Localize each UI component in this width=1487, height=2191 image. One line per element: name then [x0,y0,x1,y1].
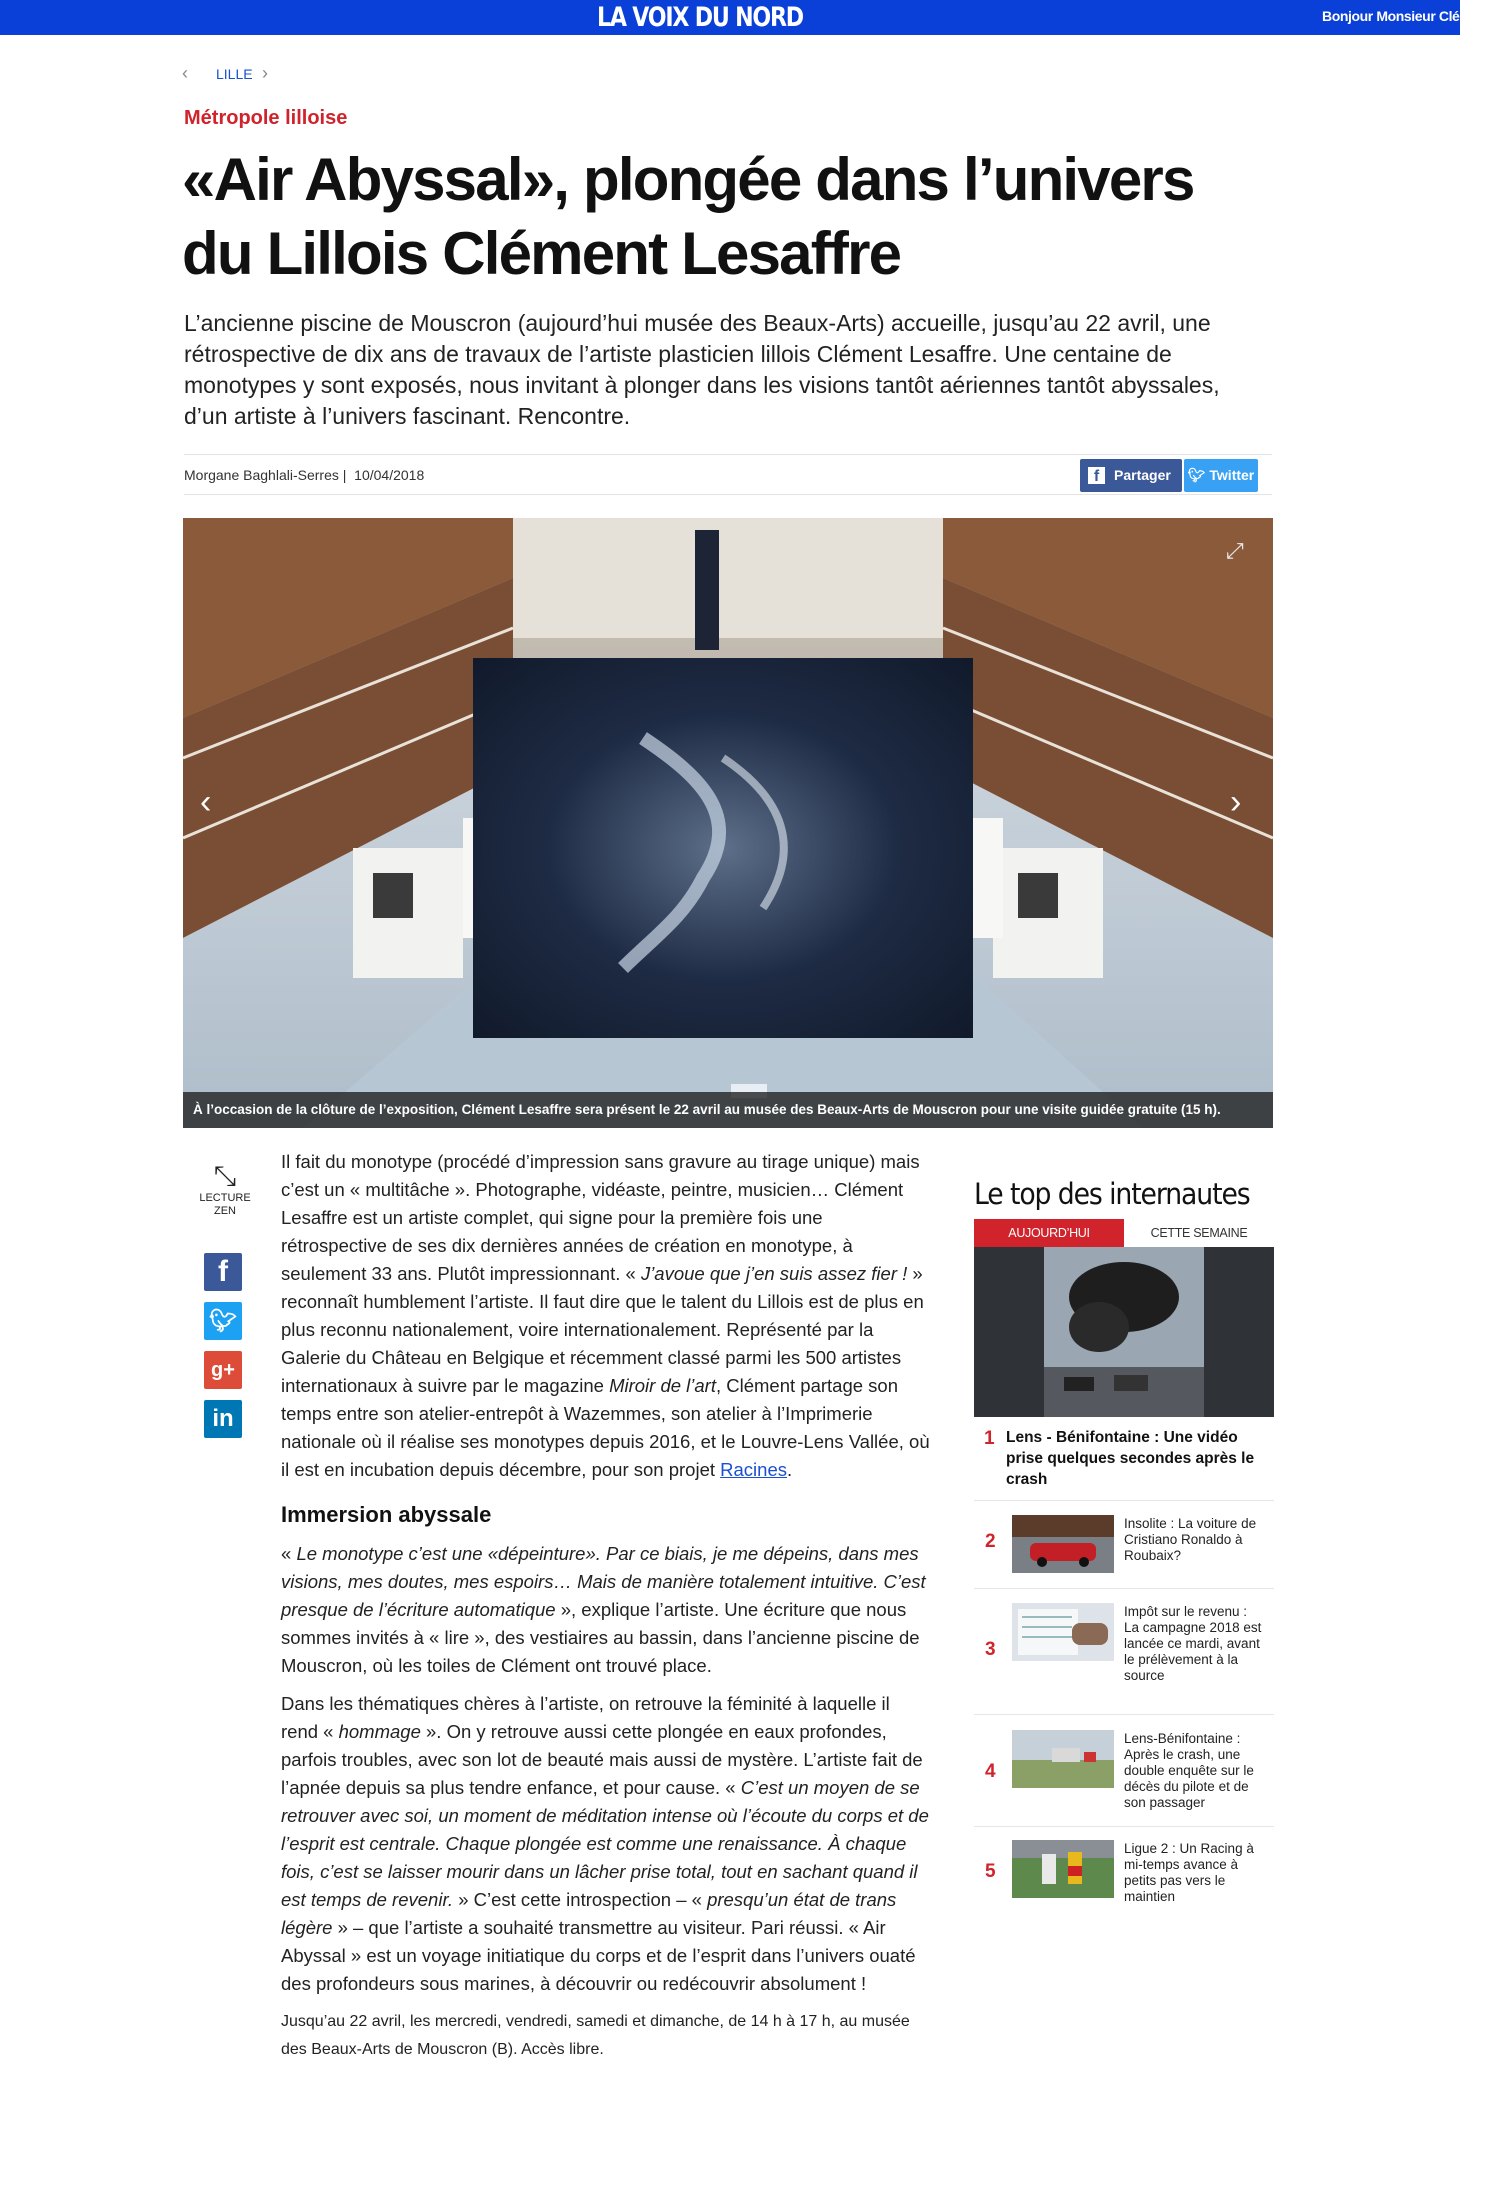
paragraph [281,1690,931,1998]
racines-link[interactable]: Racines [720,1459,787,1480]
article-lead: L’ancienne piscine de Mouscron (aujourd’hui musée des Beaux-Arts) accueille, jusqu’au 22 avril, une rétrospective de dix ans de travaux de l’artiste plasticien lillois Clément Lesaffre. Une centaine de monotypes y sont exposés, nous invitant à plonger dans les visions tantôt aériennes tantôt abyssales, d’un artiste à l’univers fascinant. Rencontre. [184,310,1220,429]
row-divider [974,1714,1274,1715]
breadcrumb-next-arrow-icon[interactable]: › [262,63,268,83]
top-article-5-thumbnail[interactable] [1012,1840,1114,1898]
lecture-zen-button[interactable] [196,1160,254,1218]
tab-this-week[interactable]: CETTE SEMAINE [1124,1219,1274,1248]
tax-form-thumbnail [1012,1603,1114,1661]
lecture-zen-label: LECTURE ZEN [199,1192,251,1217]
twitter-icon: 🐦︎ [1187,467,1206,483]
top-article-1-image[interactable] [974,1247,1274,1417]
text: . [786,1459,793,1480]
top-article-1-title[interactable]: Lens - Bénifontaine : Une vidéo prise quelques secondes après le crash [1006,1429,1255,1488]
breadcrumb-prev-arrow-icon[interactable]: ‹ [182,63,188,83]
top-article-2-title[interactable]: Insolite : La voiture de Cristiano Ronaldo à Roubaix? [1124,1516,1257,1563]
sidebar-title: Le top des internautes [974,1177,1250,1211]
share-facebook-label: Partager [1114,467,1171,483]
carousel-next-icon[interactable]: › [1230,783,1242,821]
text: , Clément partage son temps entre son atelier-entrepôt à Wazemmes, son atelier à l’Imprimerie nationale où il réalise ses monotypes depuis 2016, et le Louvre-Lens Vallée, où il est en incubation depuis décembre, pour son projet [281,1375,930,1480]
author-name[interactable]: Morgane Baghlali-Serres [184,467,339,483]
row-divider [974,1826,1274,1827]
photo-caption-text: À l’occasion de la clôture de l’exposition, Clément Lesaffre sera présent le 22 avril au musée des Beaux-Arts de Mouscron pour une visite guidée gratuite (15 h). [193,1102,1221,1117]
carousel-prev-icon[interactable]: ‹ [200,783,212,821]
top-article-3-thumbnail[interactable] [1012,1603,1114,1661]
byline-divider [184,454,1272,455]
publish-date: 10/04/2018 [354,467,425,483]
rank-number: 5 [985,1861,996,1882]
fullscreen-icon[interactable]: ⤢ [1226,538,1244,563]
paragraph [281,1148,931,1484]
facebook-share-icon[interactable]: f [204,1253,242,1291]
top-article-3-title[interactable]: Impôt sur le revenu : La campagne 2018 est lancée ce mardi, avant le prélèvement à la source [1124,1604,1262,1683]
row-divider [974,1588,1274,1589]
top-article-4-thumbnail[interactable] [1012,1730,1114,1788]
field-scene-thumbnail [1012,1730,1114,1788]
rank-number: 3 [985,1639,996,1660]
crash-smoke-thumbnail [974,1247,1274,1417]
top-article-5-title[interactable]: Ligue 2 : Un Racing à mi-temps avance à petits pas vers le maintien [1124,1841,1254,1904]
pool-gallery-illustration [183,518,1273,1128]
quote: J’avoue que j’en suis assez fier ! [640,1263,908,1284]
rank-number: 1 [984,1428,995,1449]
share-twitter-label: Twitter [1209,467,1255,483]
twitter-share-icon[interactable]: 🐦︎ [204,1302,242,1340]
red-car-thumbnail [1012,1515,1114,1573]
article-body [281,1148,931,2074]
paragraph [281,1540,931,1680]
top-article-2-thumbnail[interactable] [1012,1515,1114,1573]
quote: hommage [338,1721,421,1742]
quote: C’est un moyen de se retrouver avec soi, un moment de méditation intense où l’écoute du corps et de l’esprit est centrale. Chaque plongée est comme une renaissance. À chaque fois, c’est se laisser mourir dans un lâcher prise total, tout en sachant quand il est temps de revenir. [281,1777,929,1910]
expand-arrows-icon: ⤡ [213,1160,237,1191]
football-match-thumbnail [1012,1840,1114,1898]
google-plus-share-icon[interactable]: g+ [204,1351,242,1389]
quote: Le monotype c’est une «dépeinture». Par ce biais, je me dépeins, dans mes visions, mes doutes, mes espoirs… Mais de manière totalement intuitive. C’est presque de l’écriture automatique [281,1543,926,1620]
text: » – que l’artiste a souhaité transmettre au visiteur. Pari réussi. « Air Abyssal » est un voyage initiatique du corps et de l’esprit dans l’univers ouaté des profondeurs sous marines, à découvrir ou redécouvrir absolument ! [281,1917,916,1994]
breadcrumb-current[interactable]: LILLE [216,66,253,82]
text: Il fait du monotype (procédé d’impression sans gravure au tirage unique) mais c’est un « multitâche ». Photographe, vidéaste, peintre, musicien… Clément Lesaffre est un artiste complet, qui signe pour la première fois une rétrospective de ses dix dernières années de création en monotype, à seulement 33 ans. Plutôt impressionnant. « [281,1151,920,1284]
row-divider [974,1500,1274,1501]
article-photo[interactable] [183,518,1273,1128]
text: ». On y retrouve aussi cette plongée en eaux profondes, parfois troubles, avec son lot de beauté mais aussi de mystère. L’artiste fait de l’apnée depuis sa plus tendre enfance, et pour cause. « [281,1721,923,1798]
share-twitter-button[interactable] [1184,459,1258,492]
quote: presqu’un état de trans légère [281,1889,897,1938]
user-greeting[interactable]: Bonjour Monsieur Clémen [1322,8,1487,24]
article-rubric[interactable]: Métropole lilloise [184,107,348,129]
byline: Morgane Baghlali-Serres | 10/04/2018 [184,467,425,483]
magazine-name: Miroir de l’art [609,1375,716,1396]
rank-number: 2 [985,1531,996,1552]
byline-divider [184,494,1272,495]
text: « [281,1543,292,1564]
practical-info: Jusqu’au 22 avril, les mercredi, vendredi, samedi et dimanche, de 14 h à 17 h, au musée des Beaux-Arts de Mouscron (B). Accès libre. [281,2013,910,2058]
text: », explique l’artiste. Une écriture que nous sommes invités à « lire », des vestiaires au bassin, dans l’ancienne piscine de Mouscron, où les toiles de Clément ont trouvé place. [281,1599,920,1676]
site-logo[interactable]: LA VOIX DU NORD [597,2,803,33]
share-facebook-button[interactable] [1080,459,1182,492]
facebook-icon: f [1088,467,1105,484]
tab-today[interactable]: AUJOURD’HUI [974,1219,1124,1247]
text: » reconnaît humblement l’artiste. Il faut dire que le talent du Lillois est de plus en plus reconnu nationalement, voire internationalement. Représenté par la Galerie du Château en Belgique et récemment classé parmi les 500 artistes internationaux à suivre par le magazine [281,1263,924,1396]
section-heading: Immersion abyssale [281,1502,492,1527]
text: » C’est cette introspection – « [458,1889,702,1910]
rank-number: 4 [985,1761,996,1782]
top-article-4-title[interactable]: Lens-Bénifontaine : Après le crash, une double enquête sur le décès du pilote et de son passager [1124,1731,1254,1810]
linkedin-share-icon[interactable]: in [204,1400,242,1438]
photo-caption [183,1092,1273,1128]
article-title: «Air Abyssal», plongée dans l’univers du Lillois Clément Lesaffre [182,146,1194,287]
text: Dans les thématiques chères à l’artiste, on retrouve la féminité à laquelle il rend « [281,1693,890,1742]
